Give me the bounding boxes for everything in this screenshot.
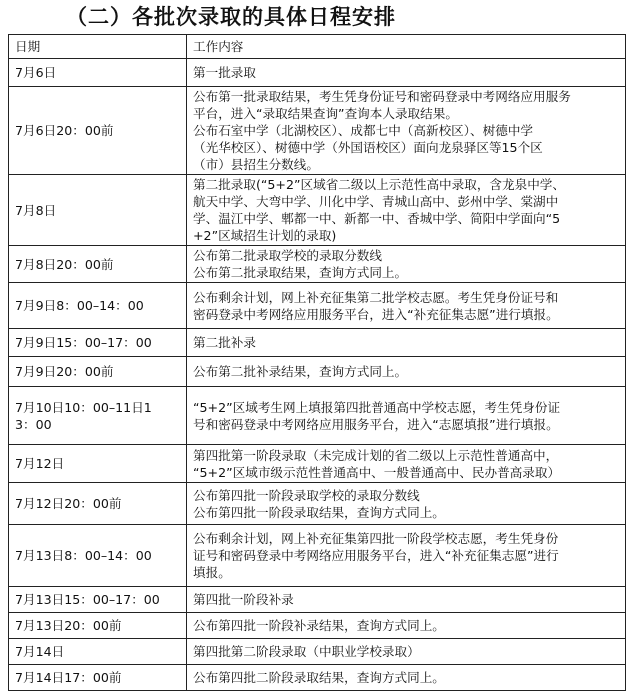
date-cell — [9, 283, 187, 329]
work-content-line: 学、温江中学、郫都一中、新都一中、香城中学、简阳中学面向“5 — [193, 211, 561, 226]
schedule-table — [8, 34, 626, 691]
date-cell — [9, 357, 187, 387]
table-row — [9, 329, 626, 357]
table-row — [9, 639, 626, 665]
work-content-line: 平台，进入“录取结果查询”查询本人录取结果。 — [193, 106, 458, 121]
column-header-work: 工作内容 — [187, 35, 626, 59]
work-content-line: 公布第四批一阶段录取学校的录取分数线 — [193, 487, 420, 503]
work-content-line: “5+2”区域市级示范性普通高中、一般普通高中、民办普高录取） — [193, 464, 561, 480]
date-cell — [9, 59, 187, 87]
work-content-cell — [187, 175, 626, 246]
date-cell — [9, 387, 187, 445]
table-row — [9, 246, 626, 283]
work-content-cell — [187, 283, 626, 329]
date-cell — [9, 329, 187, 357]
work-content-line: +2”区域招生计划的录取) — [193, 228, 337, 243]
date-text: 7月12日20：00前 — [15, 496, 122, 511]
schedule-table-body — [9, 35, 626, 691]
work-content-cell — [187, 59, 626, 87]
date-text: 7月13日8：00–14：00 — [15, 548, 152, 563]
work-content-line: “5+2”区域考生网上填报第四批普通高中学校志愿，考生凭身份证 — [193, 399, 561, 415]
date-text: 7月14日 — [15, 644, 65, 659]
date-text: 7月6日 — [15, 65, 57, 80]
date-text: 3：00 — [15, 416, 52, 432]
work-content-line: 公布第二批录取结果，查询方式同上。 — [193, 265, 408, 280]
date-cell — [9, 587, 187, 613]
work-content-line: 公布第二批补录结果，查询方式同上。 — [193, 364, 408, 379]
work-content-line: 密码登录中考网络应用服务平台，进入“补充征集志愿”进行填报。 — [193, 306, 559, 322]
date-text: 7月13日15：00–17：00 — [15, 592, 160, 607]
work-content-cell — [187, 665, 626, 691]
work-content-cell — [187, 639, 626, 665]
date-cell — [9, 445, 187, 483]
table-row — [9, 525, 626, 587]
table-row — [9, 283, 626, 329]
work-content-line: 公布第一批录取结果，考生凭身份证号和密码登录中考网络应用服务 — [193, 89, 571, 104]
table-row — [9, 387, 626, 445]
work-content-line: 公布第四批一阶段补录结果，查询方式同上。 — [193, 618, 445, 633]
date-cell — [9, 175, 187, 246]
date-text: 7月8日 — [15, 202, 57, 218]
date-text: 7月9日15：00–17：00 — [15, 335, 152, 350]
table-row — [9, 59, 626, 87]
work-content-cell — [187, 483, 626, 525]
work-content-line: （市）县招生分数线。 — [193, 157, 319, 172]
work-content-cell — [187, 87, 626, 175]
column-header-date: 日期 — [9, 35, 187, 59]
table-row — [9, 483, 626, 525]
work-content-cell — [187, 525, 626, 587]
table-row — [9, 357, 626, 387]
date-text: 7月10日10：00–11日1 — [15, 399, 152, 415]
work-content-line: 填报。 — [193, 565, 231, 580]
date-cell — [9, 87, 187, 175]
work-content-cell — [187, 613, 626, 639]
table-row — [9, 87, 626, 175]
table-header-row — [9, 35, 626, 59]
date-cell — [9, 246, 187, 283]
work-content-line: 公布石室中学（北湖校区）、成都七中（高新校区）、树德中学 — [193, 123, 534, 138]
work-content-line: 航天中学、大弯中学、川化中学、青城山高中、彭州中学、棠湖中 — [193, 194, 559, 209]
date-cell — [9, 665, 187, 691]
work-content-cell — [187, 329, 626, 357]
date-cell — [9, 483, 187, 525]
date-text: 7月14日17：00前 — [15, 670, 122, 685]
date-cell — [9, 525, 187, 587]
work-content-line: 第四批第一阶段录取（未完成计划的省二级以上示范性普通高中， — [193, 447, 559, 463]
work-content-line: 第二批录取(“5+2”区域省二级以上示范性高中录取，含龙泉中学、 — [193, 177, 565, 192]
date-text: 7月12日 — [15, 456, 65, 471]
page-title: （二）各批次录取的具体日程安排 — [66, 5, 396, 29]
work-content-cell — [187, 357, 626, 387]
date-text: 7月13日20：00前 — [15, 618, 122, 633]
work-content-line: 第四批一阶段补录 — [193, 592, 294, 607]
work-content-cell — [187, 587, 626, 613]
date-text: 7月8日20：00前 — [15, 256, 114, 272]
table-row — [9, 665, 626, 691]
work-content-cell — [187, 445, 626, 483]
work-content-line: 号和密码登录中考网络应用服务平台，进入“志愿填报”进行填报。 — [193, 416, 559, 432]
table-row — [9, 587, 626, 613]
date-cell — [9, 639, 187, 665]
work-content-line: 公布剩余计划，网上补充征集第四批一阶段学校志愿，考生凭身份 — [193, 531, 559, 546]
date-text: 7月9日20：00前 — [15, 364, 114, 379]
work-content-cell — [187, 387, 626, 445]
work-content-line: 证号和密码登录中考网络应用服务平台，进入“补充征集志愿”进行 — [193, 548, 559, 563]
work-content-line: （光华校区）、树德中学（外国语校区）面向龙泉驿区等15个区 — [193, 140, 543, 155]
work-content-line: 公布第二批录取学校的录取分数线 — [193, 248, 382, 263]
work-content-line: 公布第四批一阶段录取结果，查询方式同上。 — [193, 504, 445, 520]
date-text: 7月6日20：00前 — [15, 123, 114, 138]
table-row — [9, 445, 626, 483]
table-row — [9, 613, 626, 639]
date-text: 7月9日8：00–14：00 — [15, 298, 144, 313]
work-content-cell — [187, 246, 626, 283]
date-cell — [9, 613, 187, 639]
work-content-line: 第四批第二阶段录取（中职业学校录取） — [193, 644, 420, 659]
work-content-line: 公布剩余计划，网上补充征集第二批学校志愿。考生凭身份证号和 — [193, 289, 559, 305]
table-row — [9, 175, 626, 246]
work-content-line: 第二批补录 — [193, 335, 256, 350]
work-content-line: 第一批录取 — [193, 65, 256, 80]
work-content-line: 公布第四批二阶段录取结果，查询方式同上。 — [193, 670, 445, 685]
